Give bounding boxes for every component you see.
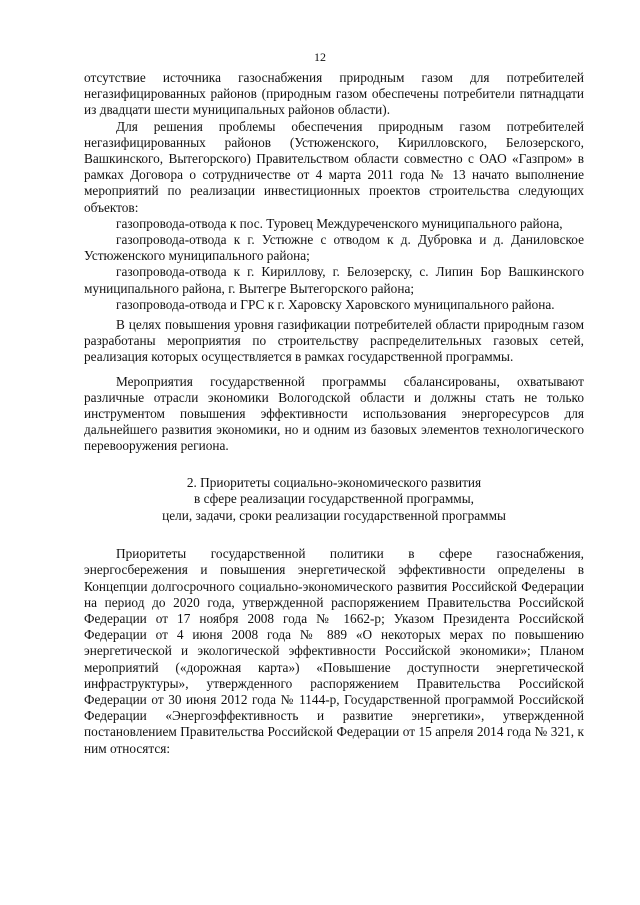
- section-heading-line-1: 2. Приоритеты социально-экономического развития: [186, 474, 482, 490]
- paragraph-gazprom-agreement: Для решения проблемы обеспечения природным газом потребителей негазифицированных районов (Устюженского, Кирилловского, Белозерского, Вашкинского, Вытегорского) Правительством области совместно с ОАО «Газпром» в рамках Договора о сотрудничестве от 4 марта 2011 года № 13 начато выполнение мероприятий по реализации инвестиционных проектов строительства следующих объектов:: [84, 118, 584, 215]
- paragraph-policy-priorities: Приоритеты государственной политики в сфере газоснабжения, энергосбережения и повышения энергетической эффективности определены в Концепции долгосрочного социально-экономического развития Российской Федерации на период до 2020 года, утвержденной распоряжением Правительства Российской Федерации от 17 ноября 2008 года № 1662-р; Указом Президента Российской Федерации от 4 июня 2008 года № 889 «О некоторых мерах по повышению энергетической и экологической эффективности Российской экономики»; Планом мероприятий («дорожная карта») «Повышение доступности энергетической инфраструктуры», утвержденного распоряжением Правительства Российской Федерации от 30 июня 2012 года № 1144-р, Государственной программой Российской Федерации «Энергоэффективность и развитие энергетики», утвержденной постановлением Правительства Российской Федерации от 15 апреля 2014 года № 321, к ним относятся:: [84, 546, 584, 756]
- paragraph-distribution-networks: В целях повышения уровня газификации потребителей области природным газом разработаны мероприятия по строительству распределительных газовых сетей, реализация которых осуществляется в рамках государственной программы.: [84, 317, 584, 365]
- list-item-kharovsk: газопровода-отвода и ГРС к г. Харовску Харовского муниципального района.: [116, 296, 555, 312]
- section-heading: [84, 475, 584, 525]
- paragraph-program-balance: Мероприятия государственной программы сбалансированы, охватывают различные отрасли экономики Вологодской области и должны стать не только инструментом повышения эффективности использования энергоресурсов для дальнейшего развития экономики, но и одним из базовых элементов технологического перевооружения региона.: [84, 373, 584, 454]
- page-number: 12: [314, 50, 326, 64]
- document-body: [84, 70, 584, 757]
- section-heading-line-3: цели, задачи, сроки реализации государственной программы: [162, 507, 506, 523]
- list-item-kirillov: газопровода-отвода к г. Кириллову, г. Белозерску, с. Липин Бор Вашкинского муниципального района, г. Вытегре Вытегорского района;: [84, 264, 584, 296]
- paragraph-gas-supply-shortage: отсутствие источника газоснабжения природным газом для потребителей негазифицированных районов (природным газом обеспечены потребители пятнадцати из двадцати шести муниципальных районов области).: [84, 70, 584, 118]
- section-heading-line-2: в сфере реализации государственной программы,: [194, 491, 474, 507]
- list-item-turovets: газопровода-отвода к пос. Туровец Междуреченского муниципального района,: [116, 215, 563, 231]
- list-item-ustyuzhna: газопровода-отвода к г. Устюжне с отводом к д. Дубровка и д. Даниловское Устюженского муниципального района;: [84, 232, 584, 264]
